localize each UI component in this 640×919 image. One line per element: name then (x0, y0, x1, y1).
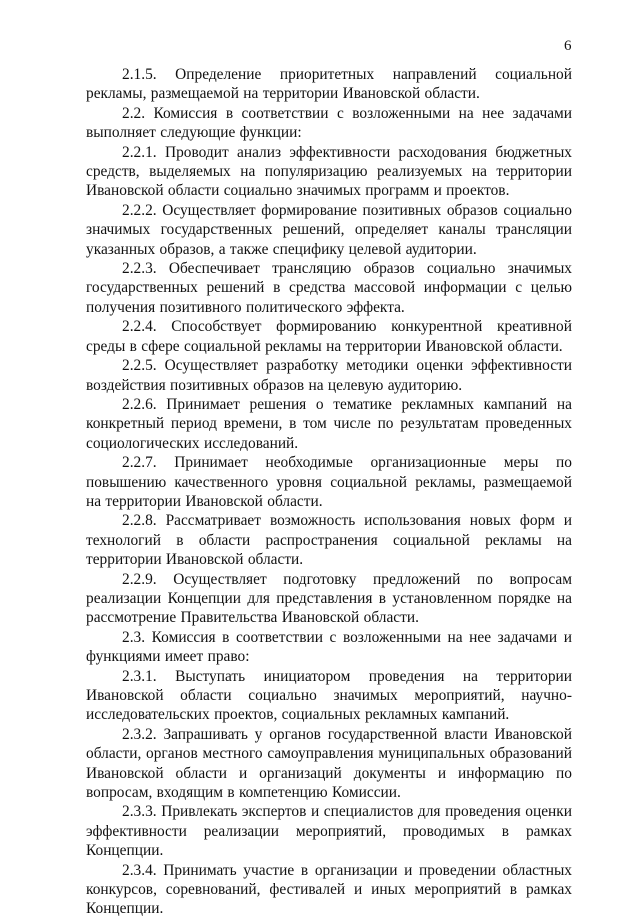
paragraph-2-2-8: 2.2.8. Рассматривает возможность использования новых форм и технологий в области распространения социальной рекламы на территории Ивановской области. (86, 512, 572, 569)
paragraph-2-2-1: 2.2.1. Проводит анализ эффективности расходования бюджетных средств, выделяемых на популяризацию реализуемых на территории Ивановской области социально значимых программ и проектов. (86, 143, 572, 200)
document-body (86, 65, 572, 919)
paragraph-2-1-5: 2.1.5. Определение приоритетных направлений социальной рекламы, размещаемой на территории Ивановской области. (86, 66, 572, 103)
paragraph-2-2-2: 2.2.2. Осуществляет формирование позитивных образов социально значимых государственных решений, определяет каналы трансляции указанных образов, а также специфику целевой аудитории. (86, 201, 572, 258)
page-number: 6 (564, 38, 572, 54)
paragraph-2-3: 2.3. Комиссия в соответствии с возложенными на нее задачами и функциями имеет право: (86, 628, 572, 666)
paragraph-2-2-6: 2.2.6. Принимает решения о тематике рекламных кампаний на конкретный период времени, в том числе по результатам проведенных социологических исследований. (86, 395, 572, 452)
paragraph-2-2-7: 2.2.7. Принимает необходимые организационные меры по повышению качественного уровня социальной рекламы, размещаемой на территории Ивановской области. (86, 454, 572, 510)
paragraph-2-3-1: 2.3.1. Выступать инициатором проведения на территории Ивановской области социально значимых мероприятий, научно-исследовательских проектов, социальных рекламных кампаний. (86, 667, 572, 724)
paragraph-2-3-2: 2.3.2. Запрашивать у органов государственной власти Ивановской области, органов местного самоуправления муниципальных образований Ивановской области и организаций документы и информацию по вопросам, входящим в компетенцию Комиссии. (86, 725, 572, 802)
paragraph-2-3-3: 2.3.3. Привлекать экспертов и специалистов для проведения оценки эффективности реализации мероприятий, проводимых в рамках Концепции. (86, 803, 572, 860)
paragraph-2-2-9: 2.2.9. Осуществляет подготовку предложений по вопросам реализации Концепции для представления в установленном порядке на рассмотрение Правительства Ивановской области. (86, 570, 572, 627)
paragraph-2-3-4: 2.3.4. Принимать участие в организации и проведении областных конкурсов, соревнований, фестивалей и иных мероприятий в рамках Концепции. (86, 861, 572, 918)
paragraph-2-2-4: 2.2.4. Способствует формированию конкурентной креативной среды в сфере социальной рекламы на территории Ивановской области. (86, 318, 572, 355)
paragraph-2-2-3: 2.2.3. Обеспечивает трансляцию образов социально значимых государственных решений в средства массовой информации с целью получения позитивного политического эффекта. (86, 260, 572, 316)
paragraph-2-2-5: 2.2.5. Осуществляет разработку методики оценки эффективности воздействия позитивных образов на целевую аудиторию. (86, 357, 572, 394)
paragraph-2-2: 2.2. Комиссия в соответствии с возложенными на нее задачами выполняет следующие функции: (86, 104, 572, 142)
